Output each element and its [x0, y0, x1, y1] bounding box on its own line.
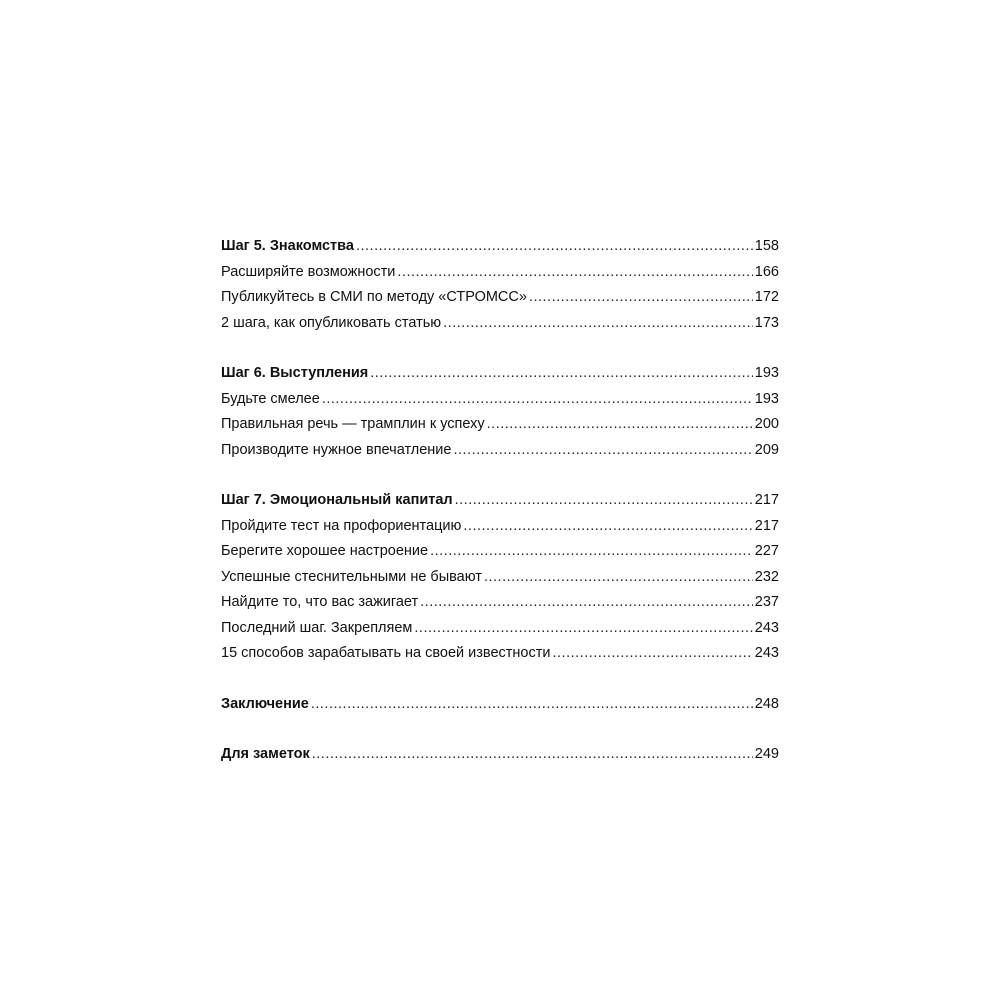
toc-entry-page: 237 [754, 594, 779, 610]
toc-entry-title: 2 шага, как опубликовать статью [221, 314, 442, 331]
dot-leader [430, 539, 753, 565]
toc-section-conclusion [221, 692, 779, 718]
toc-entry [221, 412, 779, 438]
toc-entry-page: 243 [754, 645, 779, 661]
toc-entry [221, 641, 779, 667]
dot-leader [356, 234, 753, 260]
table-of-contents [221, 234, 779, 768]
dot-leader [443, 311, 753, 337]
toc-entry-page: 172 [754, 289, 779, 305]
toc-entry [221, 234, 779, 260]
toc-entry-page: 200 [754, 416, 779, 432]
dot-leader [487, 412, 753, 438]
toc-entry [221, 311, 779, 337]
toc-entry [221, 387, 779, 413]
toc-entry-title: Найдите то, что вас зажигает [221, 594, 419, 610]
toc-entry-title: Берегите хорошее настроение [221, 543, 429, 559]
toc-entry-title: Будьте смелее [221, 390, 320, 407]
toc-entry [221, 590, 779, 616]
toc-entry-page: 158 [754, 238, 779, 254]
dot-leader [370, 361, 753, 387]
toc-entry-page: 173 [754, 314, 779, 331]
toc-entry [221, 285, 779, 311]
toc-entry-page: 227 [754, 543, 779, 559]
toc-section-notes [221, 742, 779, 768]
toc-entry-page: 193 [754, 365, 779, 381]
dot-leader [311, 692, 753, 718]
dot-leader [420, 590, 753, 616]
toc-entry-page: 249 [754, 746, 779, 762]
dot-leader [455, 488, 753, 514]
toc-entry-title: Расширяйте возможности [221, 263, 396, 280]
toc-entry [221, 616, 779, 642]
toc-entry-title: Заключение [221, 695, 309, 712]
toc-entry-title: Публикуйтесь в СМИ по методу «СТРОМСС» [221, 289, 527, 305]
dot-leader [463, 514, 752, 540]
dot-leader [529, 285, 753, 311]
toc-entry [221, 514, 779, 540]
dot-leader [453, 438, 752, 464]
toc-entry-title: Успешные стеснительными не бывают [221, 568, 482, 585]
dot-leader [414, 616, 752, 642]
toc-entry-page: 232 [754, 568, 779, 585]
toc-entry-title: Шаг 6. Выступления [221, 365, 369, 381]
toc-entry-title: Последний шаг. Закрепляем [221, 619, 413, 636]
toc-entry-page: 209 [754, 441, 779, 458]
dot-leader [322, 387, 753, 413]
toc-entry-title: Шаг 7. Эмоциональный капитал [221, 492, 453, 508]
toc-entry-title: Правильная речь — трамплин к успеху [221, 416, 485, 432]
toc-entry-page: 217 [754, 492, 779, 508]
toc-entry [221, 438, 779, 464]
toc-entry-page: 166 [754, 263, 779, 280]
toc-section-step7 [221, 488, 779, 667]
toc-entry-page: 248 [754, 695, 779, 712]
toc-entry [221, 742, 779, 768]
toc-entry [221, 565, 779, 591]
toc-entry-page: 193 [754, 390, 779, 407]
toc-entry-title: Пройдите тест на профориентацию [221, 517, 462, 534]
toc-entry [221, 260, 779, 286]
toc-entry-page: 217 [754, 517, 779, 534]
dot-leader [397, 260, 752, 286]
toc-entry-title: Шаг 5. Знакомства [221, 238, 354, 254]
dot-leader [484, 565, 753, 591]
toc-entry [221, 539, 779, 565]
toc-section-step5 [221, 234, 779, 336]
dot-leader [312, 742, 753, 768]
toc-entry [221, 488, 779, 514]
toc-entry-page: 243 [754, 619, 779, 636]
toc-entry [221, 692, 779, 718]
toc-entry-title: 15 способов зарабатывать на своей известности [221, 645, 551, 661]
dot-leader [553, 641, 753, 667]
toc-entry-title: Производите нужное впечатление [221, 441, 452, 458]
toc-entry-title: Для заметок [221, 746, 310, 762]
toc-entry [221, 361, 779, 387]
toc-section-step6 [221, 361, 779, 463]
